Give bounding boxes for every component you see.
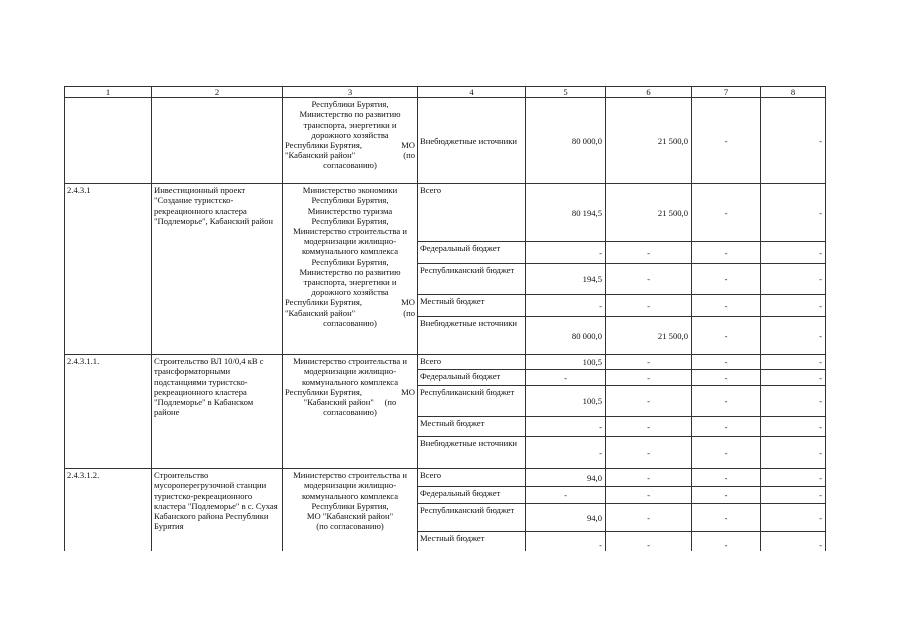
executor-text: Республики Бурятия, xyxy=(285,386,362,397)
value-col6: - xyxy=(606,295,692,317)
executor-line xyxy=(285,140,415,150)
executor-line: Республики Бурятия, xyxy=(311,256,389,267)
executor-text: МО xyxy=(401,140,415,151)
value-col7: - xyxy=(692,317,761,355)
value-col8: - xyxy=(761,437,826,469)
value-col8: - xyxy=(761,184,826,242)
source-cell: Всего xyxy=(418,184,526,242)
code-cell: 2.4.3.1.1. xyxy=(65,355,152,469)
executor-line: модернизации жилищно- xyxy=(303,480,397,491)
executor-line: дорожного хозяйства xyxy=(311,129,389,140)
value-col6: 21 500,0 xyxy=(606,317,692,355)
executor-text: МО xyxy=(401,386,415,397)
source-cell: Внебюджетные источники xyxy=(418,98,526,184)
value-col5: - xyxy=(526,295,606,317)
value-col5: - xyxy=(526,532,606,551)
executor-line: МО "Кабанский район" xyxy=(306,511,394,522)
value-col5: - xyxy=(526,437,606,469)
executor-line: модернизации жилищно- xyxy=(303,366,397,377)
value-col6: - xyxy=(606,469,692,487)
source-cell: Республиканский бюджет xyxy=(418,504,526,532)
executor-cell xyxy=(283,469,418,551)
source-cell: Местный бюджет xyxy=(418,532,526,551)
executor-line: транспорта, энергетики и xyxy=(303,119,397,130)
value-col5: 80 000,0 xyxy=(526,317,606,355)
table-row xyxy=(65,98,826,184)
executor-text: МО xyxy=(401,297,415,308)
executor-text: (по xyxy=(403,150,415,161)
value-col7: - xyxy=(692,355,761,370)
value-col5: - xyxy=(526,417,606,437)
executor-text: "Кабанский район" xyxy=(285,307,356,318)
source-cell: Всего xyxy=(418,355,526,370)
executor-cell xyxy=(283,98,418,184)
executor-line: коммунального комплекса xyxy=(301,376,399,387)
value-col6: - xyxy=(606,386,692,417)
source-cell: Всего xyxy=(418,469,526,487)
value-col8: - xyxy=(761,242,826,264)
value-col5: - xyxy=(526,242,606,264)
source-cell: Федеральный бюджет xyxy=(418,487,526,504)
executor-cell xyxy=(283,355,418,469)
executor-line: Министерство по развитию xyxy=(299,266,401,277)
source-cell: Внебюджетные источники xyxy=(418,317,526,355)
col-num-1: 1 xyxy=(65,87,152,98)
value-col7: - xyxy=(692,417,761,437)
source-cell: Местный бюджет xyxy=(418,417,526,437)
executor-line: согласованию) xyxy=(323,317,377,328)
executor-text: (по xyxy=(403,307,415,318)
table-row xyxy=(65,355,826,370)
executor-line: согласованию) xyxy=(323,160,377,171)
executor-line: транспорта, энергетики и xyxy=(303,277,397,288)
value-col5: - xyxy=(526,487,606,504)
value-col8: - xyxy=(761,355,826,370)
source-cell: Внебюджетные источники xyxy=(418,437,526,469)
name-cell: Инвестиционный проект "Создание туристско-рекреационного кластера "Подлеморье", Кабанский район xyxy=(152,184,283,355)
value-col8: - xyxy=(761,386,826,417)
col-num-6: 6 xyxy=(606,87,692,98)
value-col8: - xyxy=(761,295,826,317)
value-col6: - xyxy=(606,355,692,370)
executor-line: (по согласованию) xyxy=(316,521,384,532)
value-col6: - xyxy=(606,504,692,532)
value-col5: 100,5 xyxy=(526,355,606,370)
value-col6: - xyxy=(606,487,692,504)
value-col7: - xyxy=(692,437,761,469)
value-col7: - xyxy=(692,242,761,264)
executor-line: Республики Бурятия, xyxy=(311,195,389,206)
executor-line: дорожного хозяйства xyxy=(311,287,389,298)
col-num-2: 2 xyxy=(152,87,283,98)
value-col7: - xyxy=(692,532,761,551)
code-cell xyxy=(65,98,152,184)
budget-table xyxy=(64,86,826,551)
col-num-8: 8 xyxy=(761,87,826,98)
value-col8: - xyxy=(761,370,826,386)
value-col7: - xyxy=(692,98,761,184)
source-cell: Местный бюджет xyxy=(418,295,526,317)
value-col8: - xyxy=(761,417,826,437)
source-cell: Федеральный бюджет xyxy=(418,370,526,386)
code-cell: 2.4.3.1.2. xyxy=(65,469,152,551)
source-cell: Республиканский бюджет xyxy=(418,386,526,417)
executor-line: Республики Бурятия, xyxy=(311,215,389,226)
value-col5: 100,5 xyxy=(526,386,606,417)
executor-line xyxy=(285,387,415,397)
executor-line: Министерство строительства и xyxy=(293,226,407,237)
value-col7: - xyxy=(692,184,761,242)
col-num-7: 7 xyxy=(692,87,761,98)
executor-line: Министерство строительства и xyxy=(293,470,407,481)
value-col7: - xyxy=(692,370,761,386)
executor-line: Министерство туризма xyxy=(307,205,393,216)
value-col6: - xyxy=(606,242,692,264)
executor-line: согласованию) xyxy=(323,407,377,418)
value-col7: - xyxy=(692,295,761,317)
value-col6: - xyxy=(606,417,692,437)
value-col6: 21 500,0 xyxy=(606,184,692,242)
source-cell: Республиканский бюджет xyxy=(418,264,526,295)
value-col5: 94,0 xyxy=(526,504,606,532)
executor-line xyxy=(285,308,415,318)
executor-line: Министерство строительства и xyxy=(293,356,407,367)
value-col8: - xyxy=(761,487,826,504)
value-col8: - xyxy=(761,469,826,487)
table-row xyxy=(65,469,826,487)
value-col8: - xyxy=(761,532,826,551)
value-col6: - xyxy=(606,532,692,551)
executor-line xyxy=(285,297,415,307)
value-col6: - xyxy=(606,370,692,386)
value-col7: - xyxy=(692,487,761,504)
value-col7: - xyxy=(692,386,761,417)
value-col5: - xyxy=(526,370,606,386)
executor-line: Министерство экономики xyxy=(302,185,398,196)
col-num-4: 4 xyxy=(418,87,526,98)
value-col8: - xyxy=(761,317,826,355)
executor-text: Республики Бурятия, xyxy=(285,140,362,151)
value-col6: - xyxy=(606,264,692,295)
executor-cell xyxy=(283,184,418,355)
executor-line xyxy=(285,150,415,160)
value-col7: - xyxy=(692,264,761,295)
col-num-3: 3 xyxy=(283,87,418,98)
executor-line: коммунального комплекса xyxy=(301,246,399,257)
executor-line: модернизации жилищно- xyxy=(303,236,397,247)
executor-line: "Кабанский район" (по xyxy=(303,397,397,408)
executor-line: коммунального комплекса xyxy=(301,490,399,501)
value-col6: 21 500,0 xyxy=(606,98,692,184)
value-col7: - xyxy=(692,469,761,487)
name-cell: Строительство ВЛ 10/0,4 кВ с трансформаторными подстанциями туристско-рекреационного кластера "Подлеморье" в Кабанском районе xyxy=(152,355,283,469)
source-cell: Федеральный бюджет xyxy=(418,242,526,264)
code-cell: 2.4.3.1 xyxy=(65,184,152,355)
value-col5: 94,0 xyxy=(526,469,606,487)
value-col7: - xyxy=(692,504,761,532)
name-cell xyxy=(152,98,283,184)
col-num-5: 5 xyxy=(526,87,606,98)
executor-line: Республики Бурятия, xyxy=(311,99,389,110)
value-col6: - xyxy=(606,437,692,469)
executor-text: "Кабанский район" xyxy=(285,150,356,161)
table-row xyxy=(65,184,826,242)
value-col8: - xyxy=(761,98,826,184)
value-col8: - xyxy=(761,504,826,532)
name-cell: Строительство мусороперегрузочной станции туристско-рекреационного кластера "Подлеморье" в с. Сухая Кабанского района Республики Бурятия xyxy=(152,469,283,551)
executor-text: Республики Бурятия, xyxy=(285,297,362,308)
column-number-row xyxy=(65,87,826,98)
value-col5: 80 194,5 xyxy=(526,184,606,242)
executor-line: Республики Бурятия, xyxy=(311,500,389,511)
value-col5: 194,5 xyxy=(526,264,606,295)
value-col5: 80 000,0 xyxy=(526,98,606,184)
value-col8: - xyxy=(761,264,826,295)
executor-line: Министерство по развитию xyxy=(299,109,401,120)
